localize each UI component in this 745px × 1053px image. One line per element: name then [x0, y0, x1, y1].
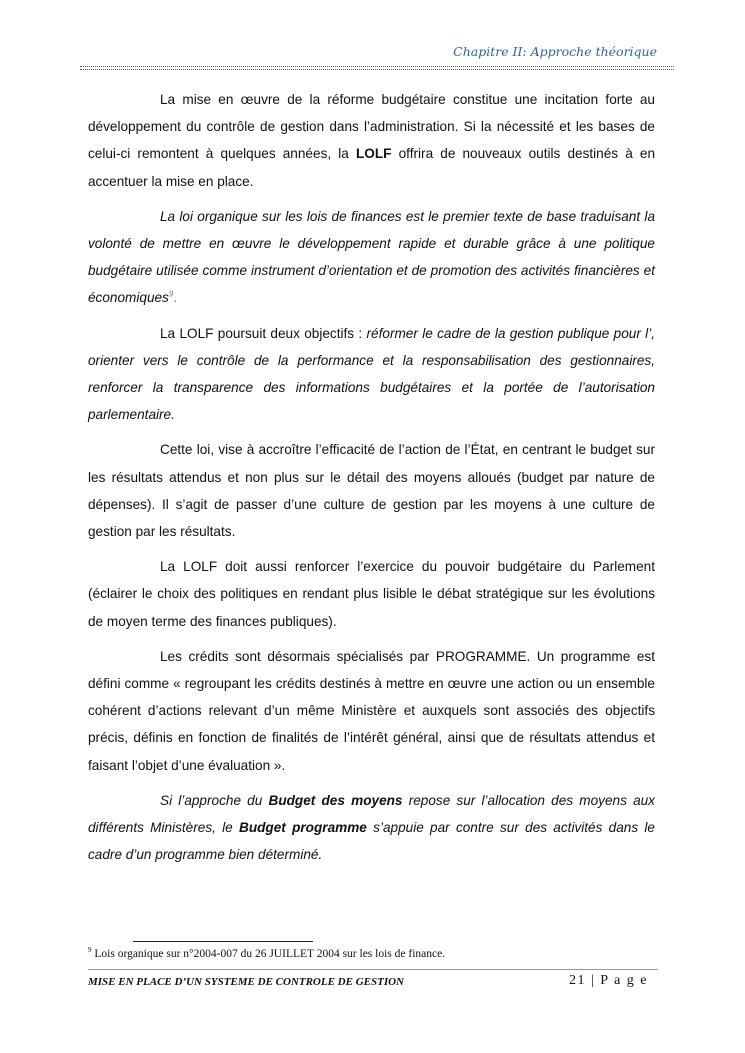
footnote-number: 9	[88, 946, 92, 955]
footnote-separator	[133, 941, 313, 942]
page-body	[88, 86, 655, 876]
header-divider	[80, 66, 674, 67]
footnote-ref-period: .	[173, 290, 178, 306]
paragraph-7	[88, 787, 655, 869]
footer-title: MISE EN PLACE D’UN SYSTEME DE CONTROLE DE GESTION	[88, 976, 404, 988]
paragraph-2-text: La loi organique sur les lois de finances est le premier texte de base traduisant la volonté de mettre en œuvre le développement rapide et durable grâce à une politique budgétaire utilisée comme instrument d’orientation et de promotion des activités financières et économiques	[88, 208, 655, 306]
lolf-bold: LOLF	[355, 146, 392, 162]
paragraph-3-italic: réformer le cadre de la gestion publique pour l’, orienter vers le contrôle de la performance et la responsabilisation des gestionnaires, renforcer la transparence des informations budgétaires et la portée de l’autorisation parlementaire.	[88, 325, 655, 423]
paragraph-3	[88, 320, 655, 429]
paragraph-1-text: La mise en œuvre de la réforme budgétaire constitue une incitation forte au développement du contrôle de gestion dans l’administration. Si la nécessité et les bases de celui-ci remontent à quelques années, la	[88, 92, 655, 162]
budget-programme-bold: Budget programme	[239, 820, 367, 836]
paragraph-5: La LOLF doit aussi renforcer l’exercice du pouvoir budgétaire du Parlement (éclairer le choix des politiques en rendant plus lisible le débat stratégique sur les évolutions de moyen terme des finances publiques).	[88, 559, 655, 629]
footer-divider	[88, 969, 658, 970]
paragraph-7-a: Si l’approche du	[160, 792, 263, 808]
paragraph-2	[88, 203, 655, 312]
paragraph-1	[88, 86, 655, 195]
paragraph-1-end: offrira de nouveaux outils destinés à en accentuer la mise en place.	[88, 146, 656, 189]
paragraph-6: Les crédits sont désormais spécialisés par PROGRAMME. Un programme est défini comme « regroupant les crédits destinés à mettre en œuvre une action ou un ensemble cohérent d’actions relevant d’un même Ministère et auxquels sont associés des objectifs précis, définis en fonction de finalités de l’intérêt général, ainsi que de résultats attendus et faisant l’objet d’une évaluation ».	[88, 648, 655, 773]
running-header: Chapitre II: Approche théorique	[453, 44, 657, 59]
paragraph-7-c: repose sur l’allocation des moyens aux différents Ministères, le	[88, 792, 655, 836]
paragraph-3-text: La LOLF poursuit deux objectifs :	[160, 325, 363, 341]
paragraph-7-e: s’appuie par contre sur des activités dans le cadre d’un programme bien déterminé.	[88, 820, 655, 863]
footnote-text: Lois organique sur n°2004-007 du 26 JUILLET 2004 sur les lois de finance.	[94, 948, 446, 960]
header-divider-secondary	[80, 69, 674, 70]
page-number: 21 | P a g e	[569, 973, 648, 988]
footnote-ref[interactable]: 9	[168, 289, 174, 299]
paragraph-4: Cette loi, vise à accroître l’efficacité de l’action de l’État, en centrant le budget sur les résultats attendus et non plus sur le détail des moyens alloués (budget par nature de dépenses). Il s’agit de passer d’une culture de gestion par les moyens à une culture de gestion par les résultats.	[88, 442, 655, 540]
footnote	[88, 948, 655, 960]
budget-moyens-bold: Budget des moyens	[268, 792, 403, 808]
